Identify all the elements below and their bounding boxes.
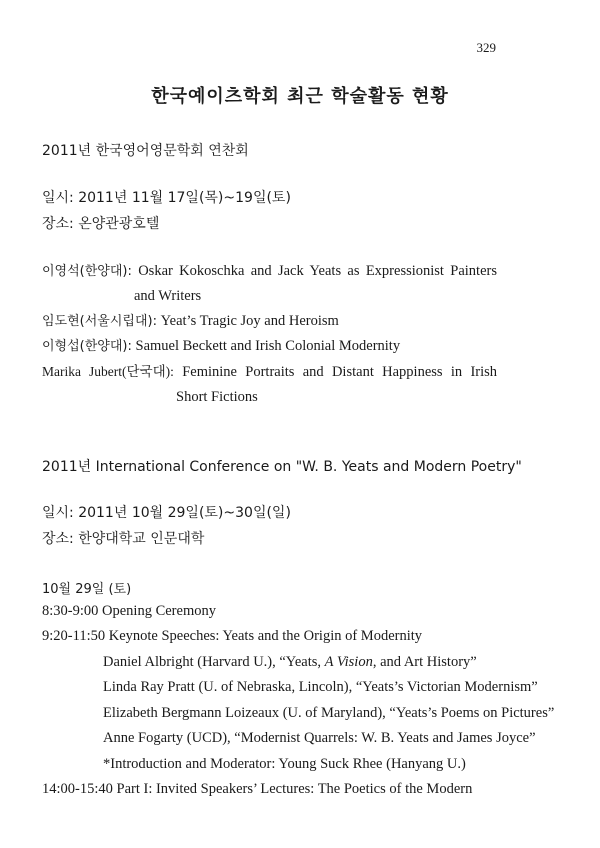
day-label: 10월 29일 (토) <box>42 582 132 597</box>
event2-place: 장소: 한양대학교 인문대학 <box>42 531 205 547</box>
talk-speaker: 이형섭(한양대): <box>42 339 132 354</box>
program-item: 9:20-11:50 Keynote Speeches: Yeats and the Origin of Modernity <box>42 628 423 644</box>
keynote-item: Daniel Albright (Harvard U.), “Yeats, A Vision, and Art History” <box>103 654 477 670</box>
talk-entry <box>42 359 497 410</box>
talk-title: Samuel Beckett and Irish Colonial Modernity <box>135 338 401 354</box>
event1-date: 일시: 2011년 11월 17일(목)~19일(토) <box>42 190 291 206</box>
event1-heading: 2011년 한국영어영문학회 연찬회 <box>42 143 249 159</box>
page-number: 329 <box>476 40 496 55</box>
talk-title-continued: Short Fictions <box>176 389 258 405</box>
talk-title-continued: and Writers <box>134 288 202 304</box>
page-title: 한국예이츠학회 최근 학술활동 현황 <box>151 86 449 107</box>
talk-title: Yeat’s Tragic Joy and Heroism <box>160 313 339 329</box>
talk-speaker: Marika Jubert(단국대): <box>42 364 174 379</box>
talk-title: Feminine Portraits and Distant Happiness in Irish <box>182 364 498 380</box>
talk-entry <box>42 309 497 334</box>
talk-speaker: 임도현(서울시립대): <box>42 314 157 329</box>
program-item: 8:30-9:00 Opening Ceremony <box>42 603 216 619</box>
keynote-item: Elizabeth Bergmann Loizeaux (U. of Maryland), “Yeats’s Poems on Pictures” <box>103 705 555 721</box>
event2-heading: 2011년 International Conference on "W. B. Yeats and Modern Poetry" <box>42 459 522 475</box>
event2-date: 일시: 2011년 10월 29일(토)~30일(일) <box>42 505 291 521</box>
keynote-moderator: *Introduction and Moderator: Young Suck Rhee (Hanyang U.) <box>103 756 466 772</box>
talk-speaker: 이영석(한양대): <box>42 264 132 279</box>
program-item: 14:00-15:40 Part I: Invited Speakers’ Lectures: The Poetics of the Modern <box>42 781 473 797</box>
keynote-item: Anne Fogarty (UCD), “Modernist Quarrels: W. B. Yeats and James Joyce” <box>103 730 536 746</box>
talk-entry <box>42 259 497 309</box>
event1-place: 장소: 온양관광호텔 <box>42 216 160 232</box>
keynote-item: Linda Ray Pratt (U. of Nebraska, Lincoln), “Yeats’s Victorian Modernism” <box>103 679 538 695</box>
talk-title: Oskar Kokoschka and Jack Yeats as Expressionist Painters <box>138 263 497 279</box>
talk-entry <box>42 334 497 359</box>
